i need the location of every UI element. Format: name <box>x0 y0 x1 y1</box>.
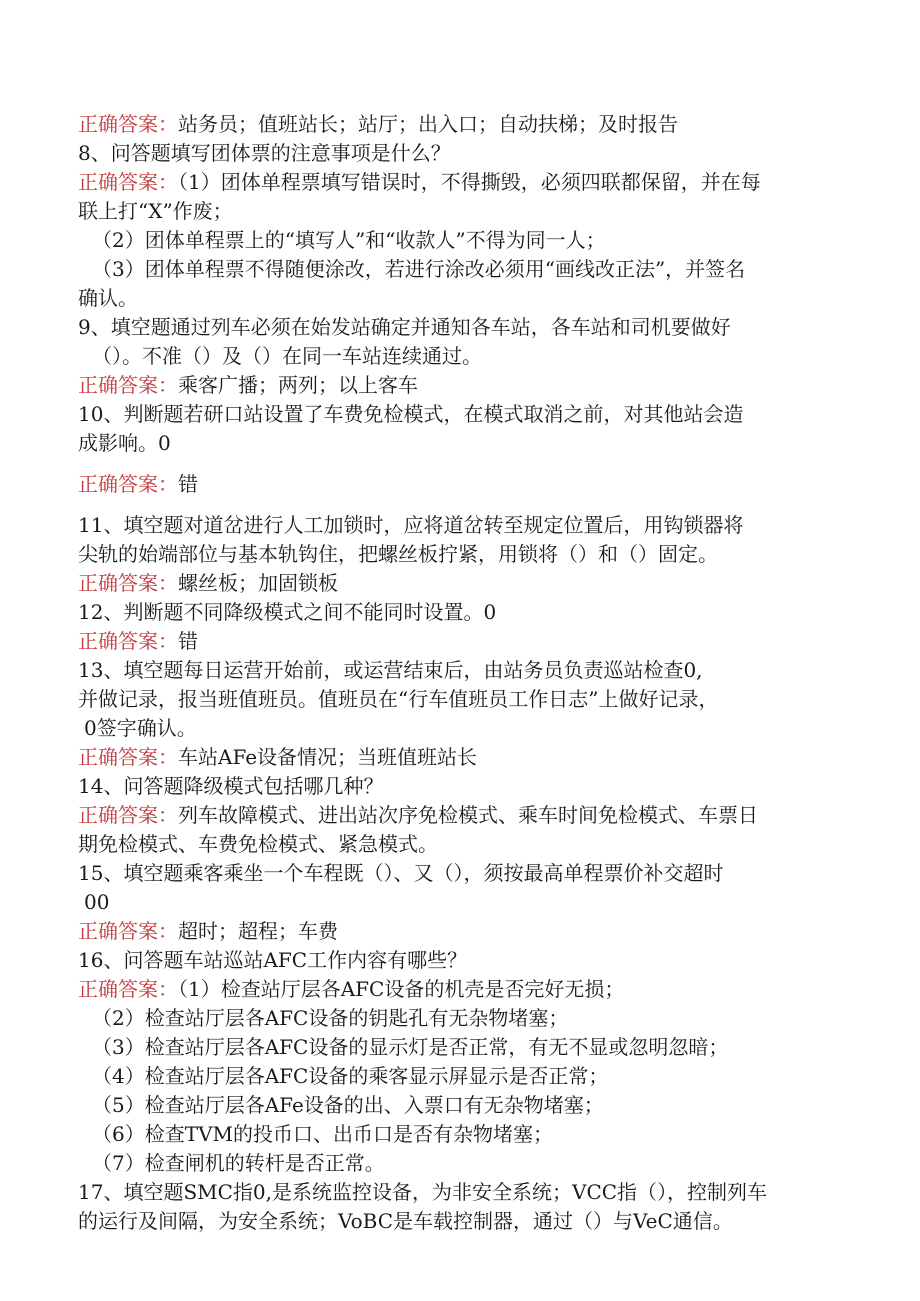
answer-text: 错 <box>178 472 198 496</box>
line-text: 13、填空题每日运营开始前，或运营结束后，由站务员负责巡站检查0, <box>78 658 703 682</box>
answer-line <box>78 168 838 197</box>
answer-label: 正确答案： <box>78 472 178 496</box>
line-text: （3）团体单程票不得随便涂改，若进行涂改必须用“画线改正法”，并签名 <box>92 257 746 281</box>
text-line <box>78 1149 838 1178</box>
line-text: （7）检查闸机的转杆是否正常。 <box>92 1151 385 1175</box>
answer-line <box>78 470 838 499</box>
line-text: 10、判断题若研口站设置了车费免检模式，在模式取消之前，对其他站会造 <box>78 402 744 426</box>
line-text: 并做记录，报当班值班员。值班员在“行车值班员工作日志”上做好记录， <box>78 687 719 711</box>
text-line <box>78 830 838 859</box>
text-line <box>78 226 838 255</box>
line-text: 8、问答题填写团体票的注意事项是什么？ <box>78 141 451 165</box>
line-text: （3）检查站厅层各AFC设备的显示灯是否正常，有无不显或忽明忽暗； <box>92 1035 729 1059</box>
line-text: （4）检查站厅层各AFC设备的乘客显示屏显示是否正常； <box>92 1064 609 1088</box>
line-text: 15、填空题乘客乘坐一个车程既（）、又（），须按最高单程票价补交超时 <box>78 861 724 885</box>
answer-line <box>78 110 838 139</box>
answer-label: 正确答案： <box>78 745 178 769</box>
line-text: 期免检模式、车费免检模式、紧急模式。 <box>78 832 438 856</box>
line-text: 9、填空题通过列车必须在始发站确定并通知各车站，各车站和司机要做好 <box>78 315 731 339</box>
text-line <box>78 284 838 313</box>
text-line <box>78 946 838 975</box>
answer-text: （1）检查站厅层各AFC设备的机壳是否完好无损； <box>178 977 625 1001</box>
line-text: （2）团体单程票上的“填写人”和“收款人”不得为同一人； <box>92 228 606 252</box>
document-body <box>78 110 838 1236</box>
text-line <box>78 1120 838 1149</box>
text-line <box>78 1033 838 1062</box>
line-text: 14、问答题降级模式包括哪几种？ <box>78 774 384 798</box>
line-text: 确认。 <box>78 286 138 310</box>
line-text: 尖轨的始端部位与基本轨钩住，把螺丝板拧紧，用锁将（）和（）固定。 <box>78 542 718 566</box>
text-line <box>78 139 838 168</box>
text-line <box>78 255 838 284</box>
answer-label: 正确答案： <box>78 629 178 653</box>
line-text: （）。不准（）及（）在同一车站连续通过。 <box>92 344 482 368</box>
answer-text: 错 <box>178 629 198 653</box>
text-line <box>78 888 838 917</box>
answer-text: 螺丝板；加固锁板 <box>178 571 338 595</box>
answer-text: 站务员；值班站长；站厅；出入口；自动扶梯；及时报告 <box>178 112 678 136</box>
answer-label: 正确答案： <box>78 373 178 397</box>
text-line <box>78 400 838 429</box>
line-text: 的运行及间隔，为安全系统；VoBC是车载控制器，通过（）与VeC通信。 <box>78 1209 733 1233</box>
text-line <box>78 656 838 685</box>
line-text: 联上打“X”作废； <box>78 199 233 223</box>
line-text: 16、问答题车站巡站AFC工作内容有哪些？ <box>78 948 468 972</box>
text-line <box>78 511 838 540</box>
line-text: （2）检查站厅层各AFC设备的钥匙孔有无杂物堵塞； <box>92 1006 569 1030</box>
answer-text: 超时；超程；车费 <box>178 919 338 943</box>
line-text: （6）检查TVM的投币口、出币口是否有杂物堵塞； <box>92 1122 553 1146</box>
answer-label: 正确答案： <box>78 170 178 194</box>
paragraph-gap <box>78 458 838 470</box>
line-text: 12、判断题不同降级模式之间不能同时设置。0 <box>78 600 497 624</box>
line-text: 17、填空题SMC指0,是系统监控设备，为非安全系统；VCC指（），控制列车 <box>78 1180 768 1204</box>
answer-line <box>78 627 838 656</box>
answer-label: 正确答案： <box>78 919 178 943</box>
answer-label: 正确答案： <box>78 571 178 595</box>
text-line <box>78 313 838 342</box>
answer-label: 正确答案： <box>78 803 178 827</box>
answer-line <box>78 371 838 400</box>
text-line <box>78 859 838 888</box>
text-line <box>78 1207 838 1236</box>
answer-text: （1）团体单程票填写错误时，不得撕毁，必须四联都保留，并在每 <box>178 170 761 194</box>
text-line <box>78 772 838 801</box>
answer-line <box>78 743 838 772</box>
answer-text: 车站AFe设备情况；当班值班站长 <box>178 745 478 769</box>
text-line <box>78 540 838 569</box>
answer-text: 列车故障模式、进出站次序免检模式、乘车时间免检模式、车票日 <box>178 803 758 827</box>
text-line <box>78 598 838 627</box>
text-line <box>78 685 838 714</box>
answer-line <box>78 975 838 1004</box>
answer-line <box>78 917 838 946</box>
text-line <box>78 714 838 743</box>
answer-text: 乘客广播；两列；以上客车 <box>178 373 418 397</box>
line-text: 11、填空题对道岔进行人工加锁时，应将道岔转至规定位置后，用钩锁器将 <box>78 513 744 537</box>
text-line <box>78 1091 838 1120</box>
text-line <box>78 197 838 226</box>
paragraph-gap <box>78 499 838 511</box>
text-line <box>78 1004 838 1033</box>
line-text: 00 <box>84 890 110 914</box>
answer-label: 正确答案： <box>78 112 178 136</box>
text-line <box>78 342 838 371</box>
text-line <box>78 429 838 458</box>
answer-line <box>78 801 838 830</box>
answer-line <box>78 569 838 598</box>
line-text: （5）检查站厅层各AFe设备的出、入票口有无杂物堵塞； <box>92 1093 604 1117</box>
line-text: 成影响。0 <box>78 431 171 455</box>
answer-label: 正确答案： <box>78 977 178 1001</box>
text-line <box>78 1178 838 1207</box>
text-line <box>78 1062 838 1091</box>
line-text: 0签字确认。 <box>84 716 197 740</box>
